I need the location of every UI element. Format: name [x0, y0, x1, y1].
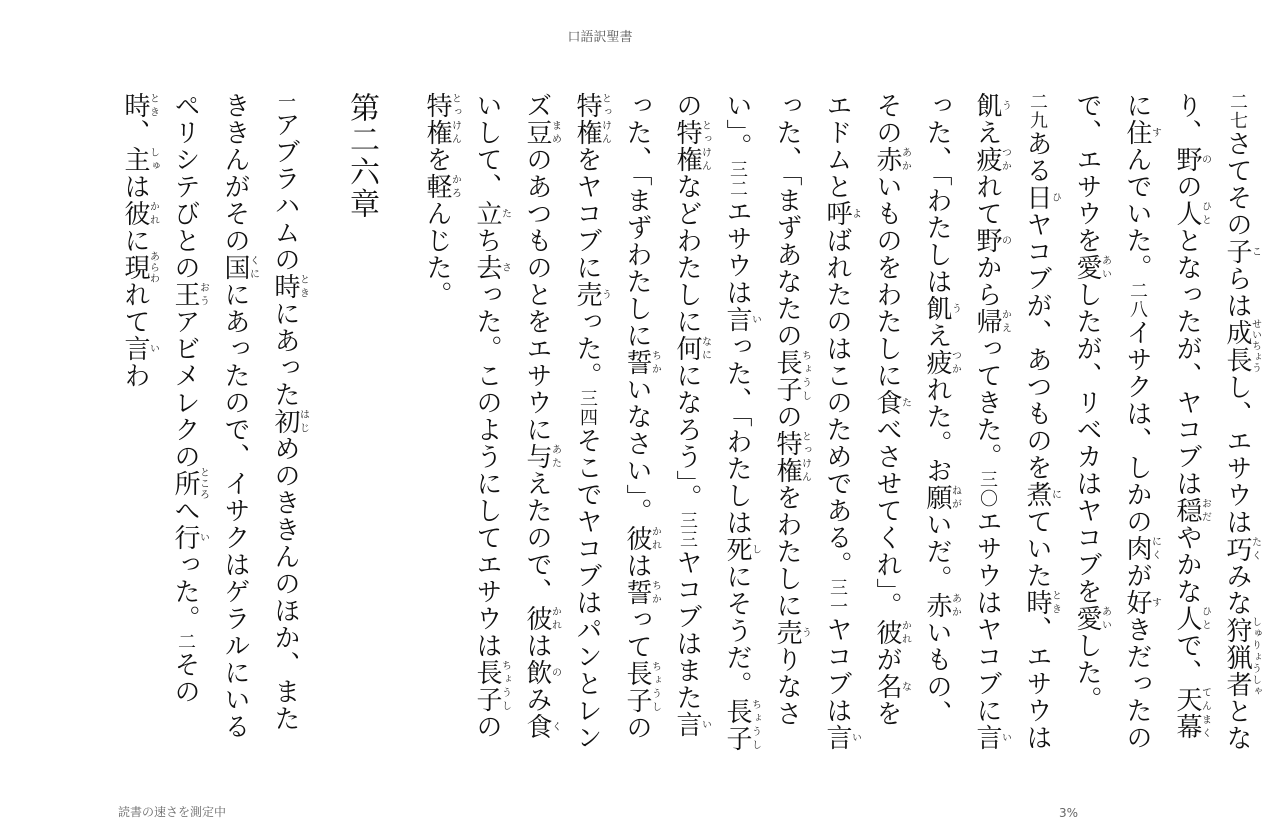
- verse-number-31: 三一: [827, 578, 848, 616]
- ruby-shi: 死し: [722, 536, 761, 563]
- ruby-nega: 願ねが: [922, 484, 961, 511]
- ruby-karo: 軽かろ: [422, 173, 461, 200]
- ruby-tokken: 特権とっけん: [422, 92, 461, 146]
- ruby-hi: 日ひ: [1022, 184, 1061, 211]
- text-run: の: [772, 403, 802, 430]
- ruby-no: 野の: [1172, 146, 1211, 173]
- ruby-aka: 赤あか: [922, 592, 961, 619]
- text-run: に: [1122, 92, 1152, 119]
- ruby-tokoro: 所ところ: [170, 467, 209, 500]
- text-run: にあった: [270, 300, 300, 408]
- text-run: で、: [1172, 632, 1202, 686]
- text-run: って: [622, 606, 652, 660]
- text-run: いだ。: [922, 511, 952, 592]
- ruby-hito: 人ひと: [1172, 200, 1211, 227]
- text-run: ヤコブはまた: [672, 549, 702, 711]
- text-run: べさせてくれ」。: [872, 416, 902, 619]
- text-run: へ: [170, 497, 200, 524]
- ruby-hito: 人ひと: [1172, 605, 1211, 632]
- text-run: が: [1122, 562, 1152, 589]
- ruby-na: 名な: [872, 673, 911, 700]
- ruby-mame: 豆まめ: [522, 119, 561, 146]
- ruby-u: 売う: [572, 281, 611, 308]
- text-run: った、「まずあなたの: [772, 92, 802, 349]
- text-run: アブラハムの: [270, 111, 300, 273]
- text-run: そこでヤコブはパンとレンズ: [522, 92, 602, 751]
- text-run: さてその: [1222, 130, 1252, 238]
- text-run: をわたしに: [772, 484, 802, 619]
- ruby-no: 飲の: [522, 659, 561, 686]
- text-run: いして、: [472, 92, 502, 200]
- text-run: った、「まずわたしに: [622, 92, 652, 349]
- chapter-title: 第二六章: [344, 92, 379, 220]
- ruby-shu: 主しゅ: [120, 146, 159, 173]
- ruby-oda: 穏おだ: [1172, 497, 1211, 524]
- text-run: の: [672, 92, 702, 119]
- ruby-ai: 愛あい: [1072, 605, 1111, 632]
- ruby-aka: 赤あか: [872, 146, 911, 173]
- text-run: ヤコブが、あつものを: [1022, 211, 1052, 481]
- verse-number-2: 二: [175, 632, 196, 651]
- text-run: エサウは: [722, 198, 752, 306]
- reading-page[interactable]: [110, 92, 1261, 752]
- ruby-yo: 呼よ: [822, 200, 861, 227]
- ruby-chika: 誓ちか: [622, 579, 661, 606]
- ruby-toki: 時とき: [1022, 589, 1061, 616]
- ruby-tenmaku: 天幕てんまく: [1172, 686, 1211, 740]
- ruby-niku: 肉にく: [1122, 535, 1161, 562]
- text-run: の: [622, 714, 652, 741]
- text-run: にそうだ。: [722, 563, 752, 698]
- text-run: った、「わたしは: [922, 92, 952, 295]
- ruby-ko: 子こ: [1222, 238, 1261, 265]
- text-run: んじた。: [422, 200, 452, 308]
- ruby-kare: 彼かれ: [522, 605, 561, 632]
- text-run: となったが、ヤコブは: [1172, 227, 1202, 497]
- ruby-tokken: 特権とっけん: [772, 430, 811, 484]
- text-run: の: [1172, 173, 1202, 200]
- text-run: れて: [972, 173, 1002, 227]
- text-run: ヤコブは: [822, 616, 852, 724]
- text-run: った。このようにしてエサウは: [472, 281, 502, 659]
- ruby-ta: 食た: [872, 389, 911, 416]
- vertical-text-body: [110, 92, 1262, 752]
- text-run: から: [972, 254, 1002, 308]
- ruby-o: 王おう: [170, 281, 209, 308]
- text-run: 、エサウは: [1022, 616, 1052, 751]
- text-run: し、エサウは: [1222, 373, 1252, 536]
- text-run: のあつものとをエサウに: [522, 146, 552, 443]
- ruby-ata: 与あた: [522, 443, 561, 470]
- ruby-i: 言い: [672, 711, 711, 738]
- ruby-su: 住す: [1122, 119, 1161, 146]
- text-run: ある: [1022, 130, 1052, 184]
- text-run: アビメレクの: [170, 308, 200, 470]
- ruby-i: 言い: [822, 724, 861, 751]
- text-run: その: [170, 651, 200, 705]
- ruby-sa: 去さ: [472, 254, 511, 281]
- text-run: いなさい」。: [622, 376, 652, 525]
- text-run: え: [972, 119, 1002, 146]
- text-run: み: [522, 686, 552, 713]
- verse-number-32: 三二: [727, 160, 748, 198]
- text-run: やかな: [1172, 524, 1202, 605]
- text-run: れた。お: [922, 376, 952, 484]
- verse-number-1: 一: [275, 92, 296, 111]
- text-run: え: [922, 322, 952, 349]
- ruby-kae: 帰かえ: [972, 308, 1011, 335]
- text-run: えたので、: [522, 470, 552, 605]
- text-run: にあったので、イサクはゲラルにいるペリシテびとの: [170, 92, 250, 740]
- text-run: ってきた。: [972, 335, 1002, 470]
- text-run: ていた: [1022, 508, 1052, 589]
- paragraph-verse-1: [110, 92, 310, 752]
- ruby-toki: 時とき: [270, 273, 309, 300]
- text-run: は: [622, 552, 652, 579]
- reading-speed-status: 読書の速さを測定中: [118, 805, 227, 819]
- ruby-kuni: 国くに: [220, 254, 259, 281]
- text-run: イサクは、しかの: [1122, 319, 1152, 535]
- ruby-tsuka: 疲つか: [972, 146, 1011, 173]
- text-run: になろう」。: [672, 362, 702, 511]
- text-run: んでいた。: [1122, 146, 1152, 281]
- ruby-i: 言い: [722, 306, 761, 333]
- ruby-seicho: 成長せいちょう: [1222, 318, 1261, 374]
- text-run: に: [120, 227, 150, 254]
- text-run: きだったので、エサウを: [1072, 92, 1152, 751]
- text-run: をヤコブに: [572, 146, 602, 281]
- ruby-u: 売う: [772, 619, 811, 646]
- text-run: れて: [120, 281, 150, 335]
- text-run: った、「わたしは: [722, 333, 752, 536]
- ruby-tokken: 特権とっけん: [572, 92, 611, 146]
- text-run: を: [422, 146, 452, 173]
- text-run: 、: [120, 119, 150, 146]
- ruby-chika: 誓ちか: [622, 349, 661, 376]
- ruby-choshi: 長子ちょうし: [622, 660, 661, 714]
- ruby-kare: 彼かれ: [622, 525, 661, 552]
- verse-number-34: 三四: [577, 389, 598, 427]
- ruby-shuryosha: 狩猟者しゅりょうしゃ: [1222, 616, 1261, 698]
- text-run: いものをわたしに: [872, 173, 902, 389]
- ruby-ni: 煮に: [1022, 481, 1061, 508]
- text-run: ばれたのはこのためである。: [822, 227, 852, 578]
- text-run: が: [872, 646, 902, 673]
- ruby-u: 飢う: [972, 92, 1011, 119]
- text-run: の: [472, 713, 502, 740]
- ruby-ku: 食く: [522, 713, 561, 740]
- text-run: は: [120, 173, 150, 200]
- ruby-i: 行い: [170, 524, 209, 551]
- ruby-i: 言い: [972, 724, 1011, 751]
- text-run: したが、リベカはヤコブを: [1072, 281, 1102, 605]
- verse-number-28: 二八: [1127, 281, 1148, 319]
- verse-number-33: 三三: [677, 511, 698, 549]
- ruby-tsuka: 疲つか: [922, 349, 961, 376]
- ruby-nani: 何なに: [672, 335, 711, 362]
- ruby-tokken: 特権とっけん: [672, 119, 711, 173]
- ruby-no: 野の: [972, 227, 1011, 254]
- ruby-kare: 彼かれ: [872, 619, 911, 646]
- ruby-ai: 愛あい: [1072, 254, 1111, 281]
- ruby-taku: 巧たく: [1222, 535, 1261, 563]
- text-run: みな: [1222, 562, 1252, 617]
- text-run: をエドムと: [822, 92, 902, 727]
- text-run: などわたしに: [672, 173, 702, 335]
- text-run: は: [522, 632, 552, 659]
- ruby-u: 飢う: [922, 295, 961, 322]
- verse-number-30: 三〇: [977, 470, 998, 508]
- ruby-i: 言い: [120, 335, 159, 362]
- text-run: った。: [170, 551, 200, 632]
- ruby-ta: 立た: [472, 200, 511, 227]
- reading-progress: 3%: [1058, 806, 1078, 820]
- text-run: となり、: [1172, 92, 1252, 752]
- verse-number-29: 二九: [1027, 92, 1048, 130]
- ruby-haji: 初はじ: [270, 408, 309, 435]
- text-run: いもの、その: [872, 92, 952, 727]
- text-run: りなさい」。: [722, 92, 802, 727]
- text-run: らは: [1222, 265, 1252, 319]
- ruby-toki: 時とき: [120, 92, 159, 119]
- ruby-arawa: 現あらわ: [120, 251, 159, 284]
- paragraph-verse-27: [1062, 92, 1262, 752]
- verse-number-27: 二七: [1227, 92, 1248, 130]
- text-run: エサウはヤコブに: [972, 508, 1002, 724]
- text-run: めのききんのほか、またききんがその: [220, 92, 300, 732]
- book-title: 口語訳聖書: [567, 30, 633, 45]
- ruby-kare: 彼かれ: [120, 200, 159, 227]
- text-run: わ: [120, 362, 150, 389]
- ruby-choshi: 長子ちょうし: [472, 659, 511, 713]
- paragraph-verse-29: [412, 92, 1062, 752]
- text-run: した。: [1072, 632, 1102, 713]
- text-run: ち: [472, 227, 502, 254]
- ruby-choshi: 長子ちょうし: [772, 349, 811, 403]
- text-run: った。: [572, 308, 602, 389]
- ruby-su: 好す: [1122, 589, 1161, 616]
- ruby-choshi: 長子ちょうし: [722, 698, 761, 752]
